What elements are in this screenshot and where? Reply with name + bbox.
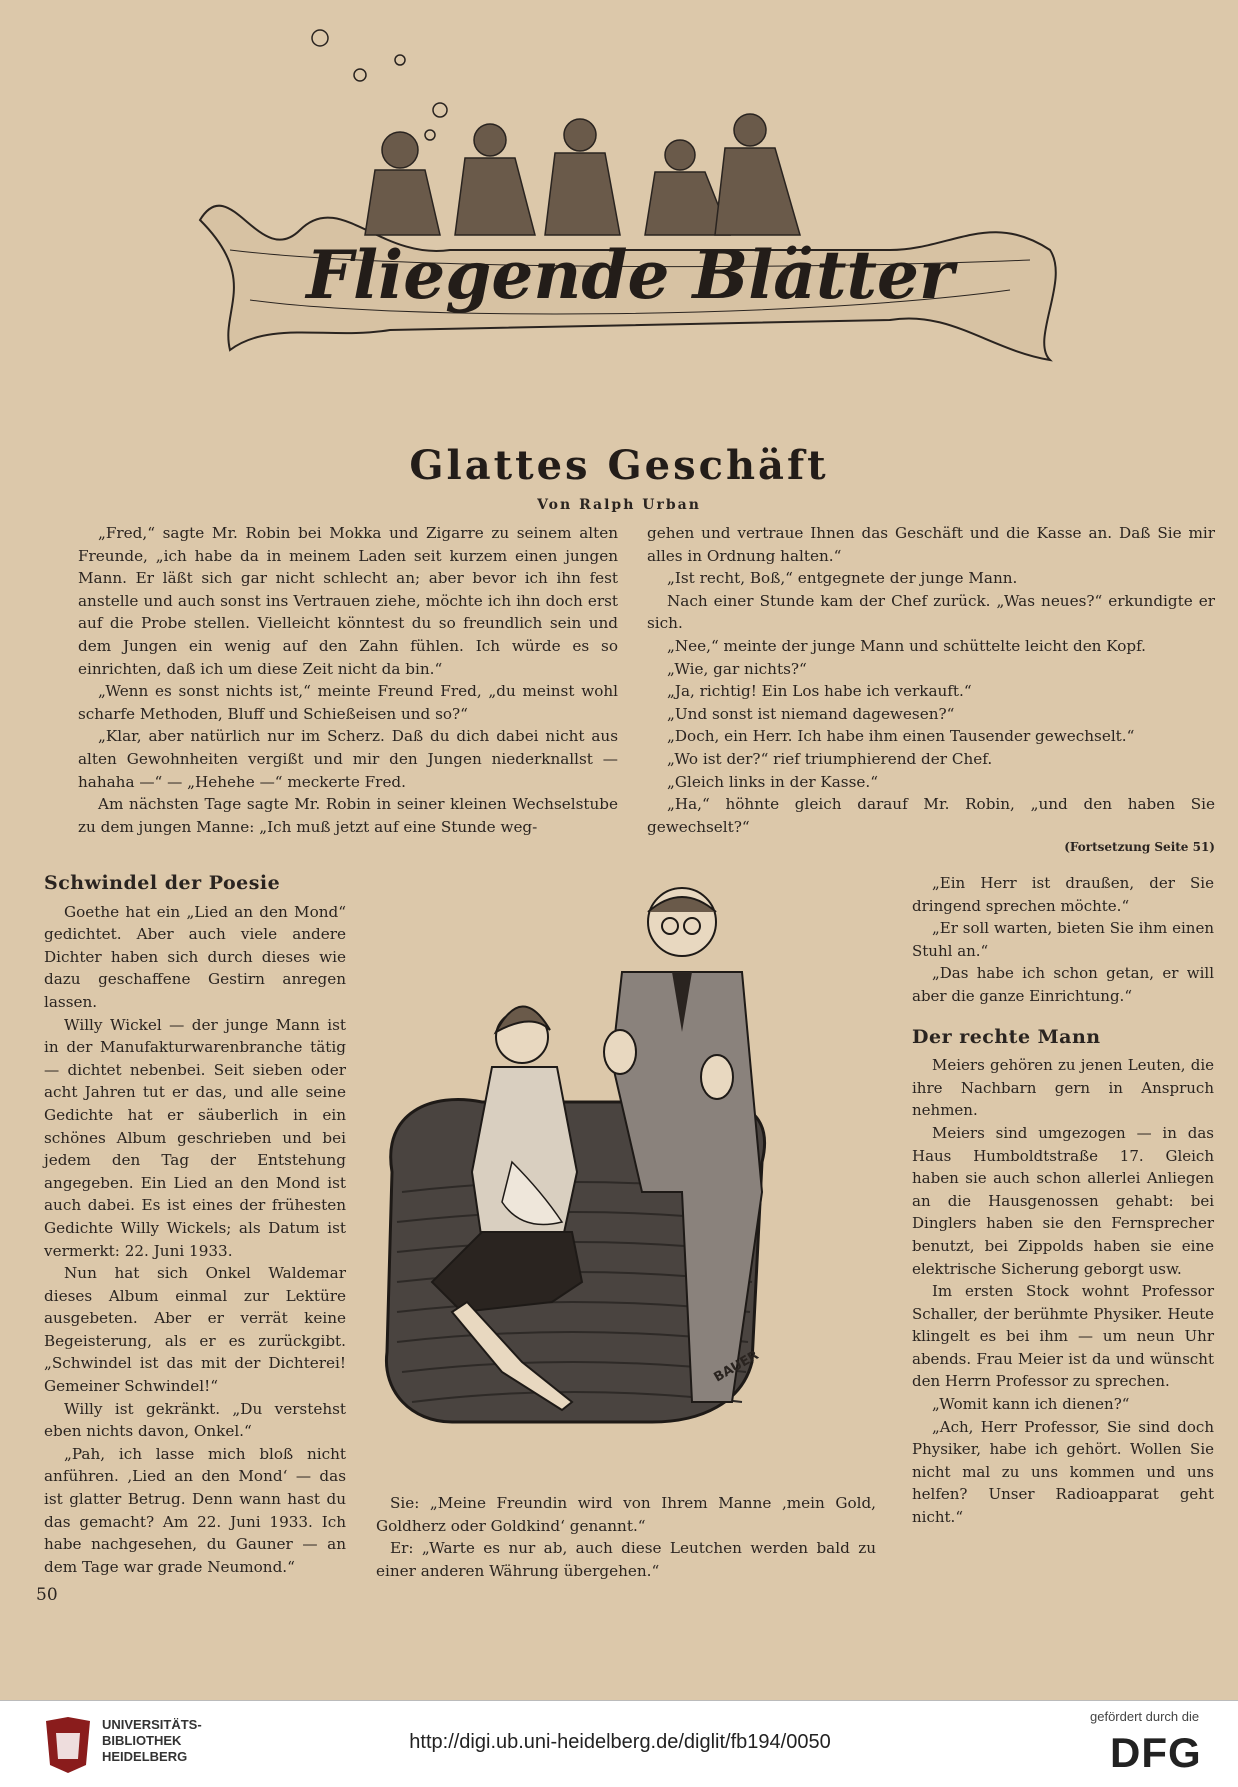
library-line: BIBLIOTHEK — [102, 1733, 182, 1748]
university-seal-icon — [42, 1715, 94, 1775]
masthead-title: Fliegende Blätter — [306, 236, 954, 314]
article-title-glattes-geschaeft: Glattes Geschäft — [409, 442, 829, 489]
paragraph: Nun hat sich Onkel Waldemar dieses Album einmal zur Lektüre ausgebeten. Aber er verrät keine Begeisterung, als er es zurückgibt. „Schwindel ist das mit der Dichterei! Gemeiner Schwindel!“ — [44, 1264, 346, 1396]
paragraph: Meiers gehören zu jenen Leuten, die ihre Nachbarn gern in Anspruch nehmen. — [912, 1056, 1214, 1120]
funded-by-label: gefördert durch die — [1090, 1709, 1200, 1724]
masthead-illustration — [190, 20, 1070, 415]
paragraph: „Und sonst ist niemand dagewesen?“ — [667, 704, 955, 723]
paragraph: „Pah, ich lasse mich bloß nicht anführen. ‚Lied an den Mond‘ — das ist glatter Betrug. Denn wann hast du das gemacht? Am 22. Juni 1933. Ich habe nachgesehen, du Gauner — an dem Tage war grade Neumond.“ — [44, 1444, 346, 1576]
paragraph: „Er soll warten, bieten Sie ihm einen Stuhl an.“ — [912, 919, 1214, 960]
paragraph: „Doch, ein Herr. Ich habe ihm einen Tausender gewechselt.“ — [667, 727, 1135, 746]
paragraph: Willy Wickel — der junge Mann ist in der Manufakturwarenbranche tätig — dichtet nebenbei. Seit sieben oder acht Jahren tut er das, und alle seine Gedichte hat er säuberlich in ein schönes Album geschrieben und bei jedem den Tag der Entstehung angegeben. Ein Lied an den Mond ist auch dabei. Es ist eines der frühesten Gedichte Willy Wickels; als Datum ist vermerkt: 22. Juni 1933. — [44, 1015, 346, 1260]
article-byline: Von Ralph Urban — [537, 497, 701, 513]
paragraph: „Womit kann ich dienen?“ — [932, 1395, 1130, 1414]
library-line: HEIDELBERG — [102, 1749, 188, 1764]
article1-column2 — [647, 522, 1215, 859]
library-name — [102, 1717, 202, 1765]
paragraph: „Ja, richtig! Ein Los habe ich verkauft.“ — [667, 682, 972, 701]
article1-column1 — [78, 522, 618, 838]
library-line: UNIVERSITÄTS- — [102, 1717, 202, 1732]
paragraph: „Das habe ich schon getan, er will aber die ganze Einrichtung.“ — [912, 964, 1214, 1005]
article-title-schwindel-der-poesie: Schwindel der Poesie — [44, 872, 281, 894]
paragraph: Im ersten Stock wohnt Professor Schaller, der berühmte Physiker. Heute klingelt es bei ihm — um neun Uhr abends. Frau Meier ist da und wünscht den Herrn Professor zu sprechen. — [912, 1282, 1214, 1391]
paragraph: „Wenn es sonst nichts ist,“ meinte Freund Fred, „du meinst wohl scharfe Methoden, Bluff und Schießeisen und so?“ — [78, 682, 618, 723]
artist-signature: BAUER — [711, 1347, 762, 1386]
paragraph: „Wie, gar nichts?“ — [667, 659, 807, 678]
paragraph: Meiers sind umgezogen — in das Haus Humboldtstraße 17. Gleich haben sie auch schon allerlei Anliegen an die Hausgenossen gehabt: bei Dinglers haben sie den Fernsprecher benutzt, bei Zippolds haben sie eine elektrische Sicherung geborgt usw. — [912, 1123, 1214, 1278]
paragraph: „Gleich links in der Kasse.“ — [667, 772, 878, 791]
paragraph: Nach einer Stunde kam der Chef zurück. „Was neues?“ erkundigte er sich. — [647, 591, 1215, 633]
article2-column — [44, 872, 346, 1578]
caption-line: Sie: „Meine Freundin wird von Ihrem Manne ‚mein Gold, Goldherz oder Goldkind‘ genannt.“ — [376, 1494, 876, 1535]
paragraph: Am nächsten Tage sagte Mr. Robin in seiner kleinen Wechselstube zu dem jungen Manne: „Ich muß jetzt auf eine Stunde weg- — [78, 795, 618, 836]
paragraph: „Klar, aber natürlich nur im Scherz. Daß du dich dabei nicht aus alten Gewohnheiten vergißt und mir den Jungen niederknallst — hahaha —“ — „Hehehe —“ meckerte Fred. — [78, 727, 618, 791]
paragraph: gehen und vertraue Ihnen das Geschäft und die Kasse an. Daß Sie mir alles in Ordnung halten.“ — [647, 524, 1215, 565]
page-number: 50 — [36, 1585, 58, 1605]
paragraph: „Wo ist der?“ rief triumphierend der Chef. — [667, 749, 993, 768]
paragraph: Willy ist gekränkt. „Du verstehst eben nichts davon, Onkel.“ — [44, 1399, 346, 1441]
paragraph: Goethe hat ein „Lied an den Mond“ gedichtet. Aber auch viele andere Dichter haben sich durch dieses wie dazu geschaffene Gestirn anregen lassen. — [44, 902, 346, 1011]
paragraph: „Nee,“ meinte der junge Mann und schüttelte leicht den Kopf. — [667, 636, 1146, 655]
paragraph: „Ein Herr ist draußen, der Sie dringend sprechen möchte.“ — [912, 874, 1214, 915]
cartoon-caption — [376, 1492, 876, 1582]
digitization-footer — [0, 1700, 1238, 1787]
paragraph: „Ha,“ höhnte gleich darauf Mr. Robin, „und den haben Sie gewechselt?“ — [647, 795, 1215, 836]
paragraph: „Ach, Herr Professor, Sie sind doch Physiker, habe ich gehört. Wollen Sie nicht mal zu uns kommen und uns helfen? Unser Radioapparat geht nicht.“ — [912, 1417, 1214, 1527]
paragraph: „Fred,“ sagte Mr. Robin bei Mokka und Zigarre zu seinem alten Freunde, „ich habe da in meinem Laden seit kurzem einen jungen Mann. Er läßt sich gar nicht schlecht an; aber bevor ich ihn fest anstelle und auch sonst ins Vertrauen ziehe, möchte ich ihn doch erst auf die Probe stellen. Vielleicht könntest du so freundlich sein und dem Jungen ein wenig auf den Zahn fühlen. Ich würde es so einrichten, daß ich um diese Zeit nicht da bin.“ — [78, 524, 618, 678]
caption-line: Er: „Warte es nur ab, auch diese Leutchen werden bald zu einer anderen Währung übergehen.“ — [376, 1539, 876, 1580]
dfg-logo: DFG — [1110, 1729, 1202, 1776]
article3-column — [912, 872, 1214, 1529]
continued-note: (Fortsetzung Seite 51) — [1064, 840, 1215, 855]
paragraph: „Ist recht, Boß,“ entgegnete der junge Mann. — [667, 569, 1018, 588]
cartoon-illustration — [372, 862, 802, 1442]
article-title-der-rechte-mann: Der rechte Mann — [912, 1025, 1101, 1048]
source-url-link[interactable]: http://digi.ub.uni-heidelberg.de/diglit/fb194/0050 — [409, 1731, 831, 1753]
